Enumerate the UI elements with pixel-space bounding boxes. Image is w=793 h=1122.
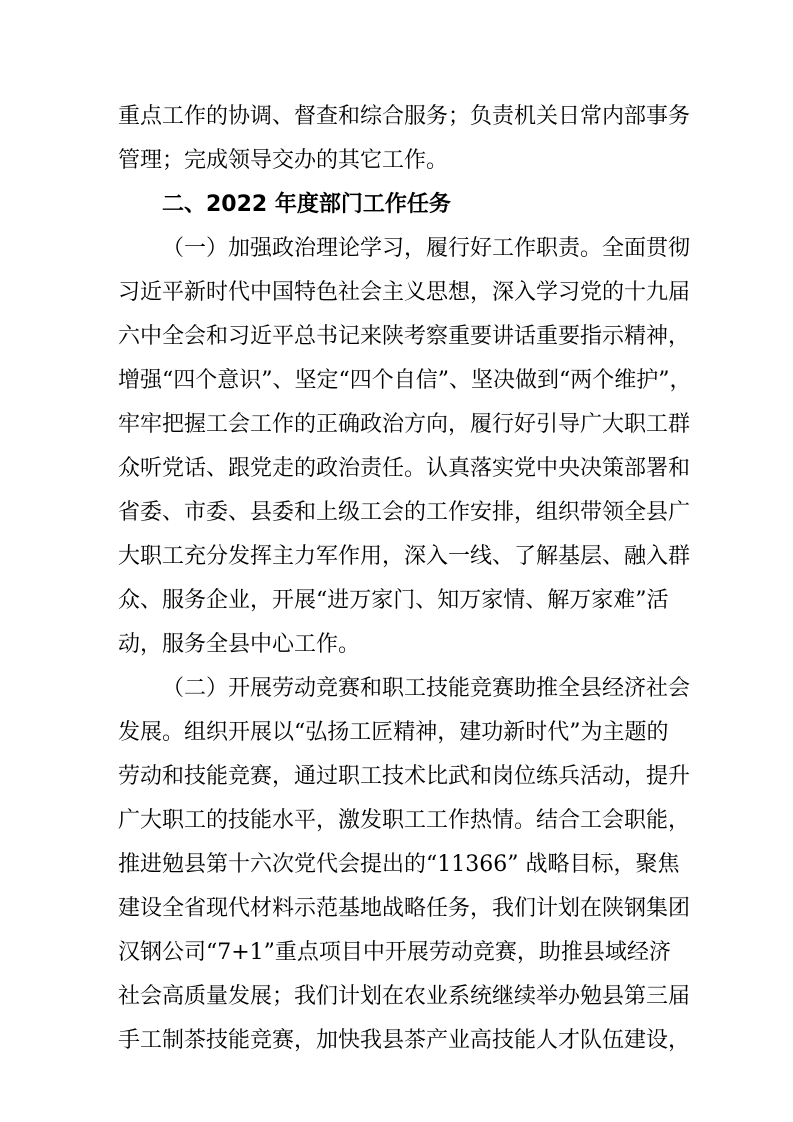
body-text-line: 广大职工的技能水平，激发职工工作热情。结合工会职能， (118, 808, 691, 833)
body-text-line: 手工制茶技能竞赛，加快我县茶产业高技能人才队伍建设， (118, 1028, 691, 1053)
body-text-line: 社会高质量发展；我们计划在农业系统继续举办勉县第三届 (118, 984, 691, 1009)
body-text-line: 省委、市委、县委和上级工会的工作安排，组织带领全县广 (118, 500, 691, 525)
body-text-line: 大职工充分发挥主力军作用，深入一线、了解基层、融入群 (118, 544, 691, 569)
body-text-line: 劳动和技能竞赛，通过职工技术比武和岗位练兵活动，提升 (118, 764, 691, 789)
body-text-line: 众听党话、跟党走的政治责任。认真落实党中央决策部署和 (118, 456, 691, 481)
body-text-line: 增强“四个意识”、坚定“四个自信”、坚决做到“两个维护”， (118, 368, 692, 393)
body-text-line: 习近平新时代中国特色社会主义思想，深入学习党的十九届 (118, 280, 691, 305)
body-text-line: 重点工作的协调、督查和综合服务；负责机关日常内部事务 (118, 104, 691, 129)
paragraph-first-line: （二）开展劳动竞赛和职工技能竞赛助推全县经济社会 (162, 676, 691, 701)
body-text-line: 牢牢把握工会工作的正确政治方向，履行好引导广大职工群 (118, 412, 691, 437)
paragraph-first-line: （一）加强政治理论学习，履行好工作职责。全面贯彻 (162, 236, 691, 261)
body-text-line: 六中全会和习近平总书记来陕考察重要讲话重要指示精神， (118, 324, 691, 349)
body-text-line: 推进勉县第十六次党代会提出的“11366” 战略目标，聚焦 (118, 852, 680, 877)
body-text-line: 管理；完成领导交办的其它工作。 (118, 148, 449, 173)
section-heading: 二、2022 年度部门工作任务 (162, 192, 451, 217)
body-text-line: 发展。组织开展以“弘扬工匠精神，建功新时代”为主题的 (118, 720, 669, 745)
body-text-line: 汉钢公司“7+1”重点项目中开展劳动竞赛，助推县域经济 (118, 940, 671, 965)
body-text-line: 众、服务企业，开展“进万家门、知万家情、解万家难”活 (118, 588, 669, 613)
body-text-line: 动，服务全县中心工作。 (118, 632, 361, 657)
body-text-line: 建设全省现代材料示范基地战略任务，我们计划在陕钢集团 (118, 896, 691, 921)
